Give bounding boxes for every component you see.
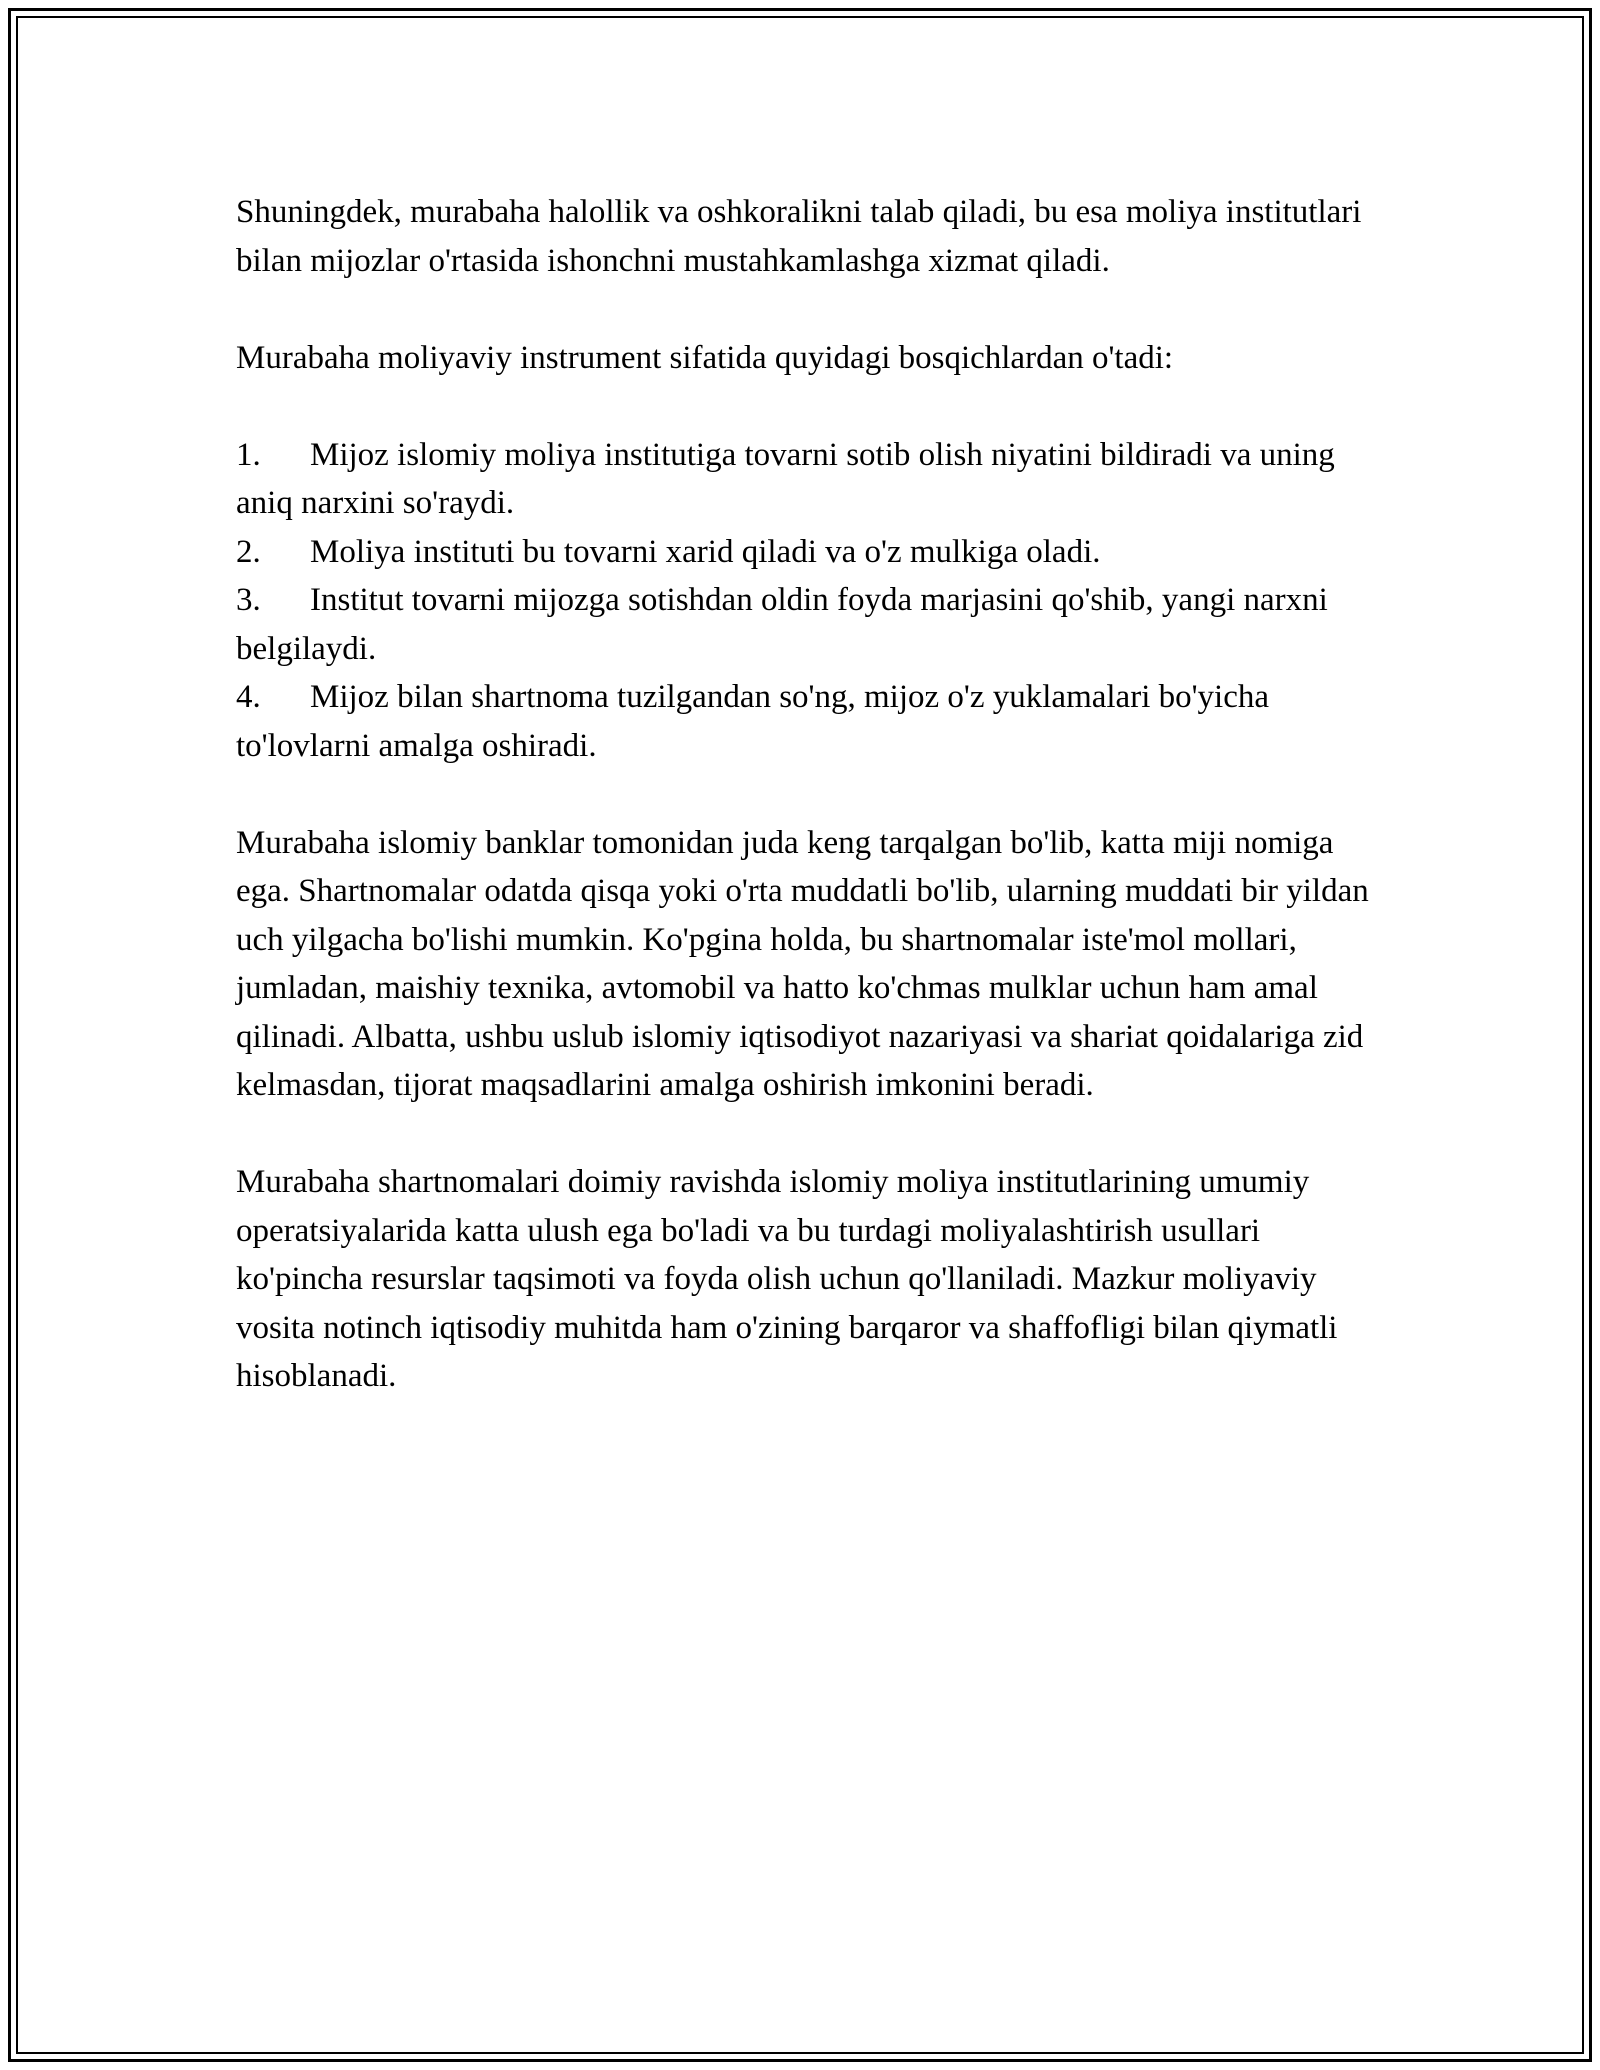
- list-item-text: Mijoz islomiy moliya institutiga tovarni sotib olish niyatini bildiradi va uning aniq narxini so'raydi.: [236, 436, 1335, 521]
- paragraph-intro: Shuningdek, murabaha halollik va oshkoralikni talab qiladi, bu esa moliya institutlari bilan mijozlar o'rtasida ishonchni mustahkamlashga xizmat qiladi.: [236, 194, 1362, 279]
- paragraph-conclusion: Murabaha shartnomalari doimiy ravishda islomiy moliya institutlarining umumiy operatsiyalarida katta ulush ega bo'ladi va bu turdagi moliyalashtirish usullari ko'pincha resurslar taqsimoti va foyda olish uchun qo'llaniladi. Mazkur moliyaviy vosita notinch iqtisodiy muhitda ham o'zining barqaror va shaffofligi bilan qiymatli hisoblanadi.: [236, 1164, 1338, 1394]
- list-item: [236, 576, 1376, 673]
- list-item-text: Mijoz bilan shartnoma tuzilgandan so'ng, mijoz o'z yuklamalari bo'yicha to'lovlarni amalga oshiradi.: [236, 679, 1270, 764]
- list-item-number: 4.: [236, 679, 261, 715]
- list-item: [236, 431, 1376, 528]
- steps-list: [236, 431, 1376, 771]
- paragraph-steps-lead: Murabaha moliyaviy instrument sifatida quyidagi bosqichlardan o'tadi:: [236, 339, 1174, 376]
- list-item-number: 1.: [236, 436, 261, 473]
- list-item-number: 3.: [236, 582, 261, 618]
- list-item-text: Moliya instituti bu tovarni xarid qiladi va o'z mulkiga oladi.: [310, 533, 1101, 570]
- list-item-text: Institut tovarni mijozga sotishdan oldin foyda marjasini qo'shib, yangi narxni belgilaydi.: [236, 582, 1328, 667]
- list-item-number: 2.: [236, 533, 261, 570]
- document-body: [236, 188, 1376, 1449]
- paragraph-prevalence: Murabaha islomiy banklar tomonidan juda keng tarqalgan bo'lib, katta miji nomiga ega. Shartnomalar odatda qisqa yoki o'rta muddatli bo'lib, ularning muddati bir yildan uch yilgacha bo'lishi mumkin. Ko'pgina holda, bu shartnomalar iste'mol mollari, jumladan, maishiy texnika, avtomobil va hatto ko'chmas mulklar uchun ham amal qilinadi. Albatta, ushbu uslub islomiy iqtisodiyot nazariyasi va shariat qoidalariga zid kelmasdan, tijorat maqsadlarini amalga oshirish imkonini beradi.: [236, 824, 1369, 1103]
- list-item: [236, 528, 1376, 577]
- list-item: [236, 673, 1376, 770]
